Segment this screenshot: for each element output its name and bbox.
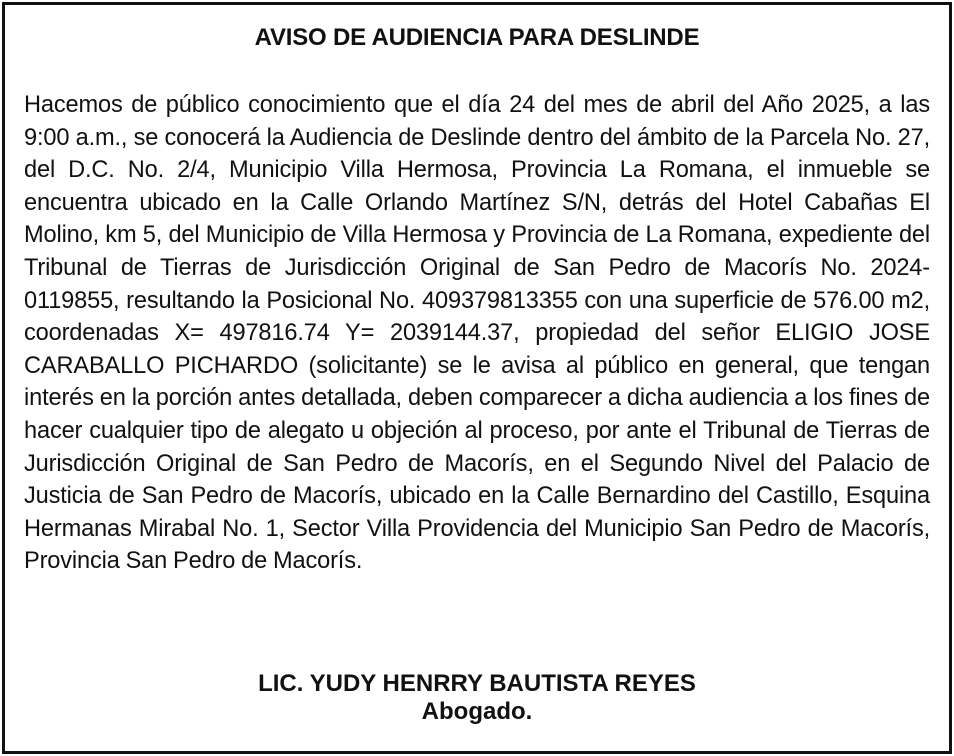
signature-block	[5, 670, 949, 726]
legal-notice	[2, 2, 952, 754]
notice-title: AVISO DE AUDIENCIA PARA DESLINDE	[254, 24, 700, 51]
signature-name: LIC. YUDY HENRRY BAUTISTA REYES	[258, 670, 696, 697]
notice-body: Hacemos de público conocimiento que el día 24 del mes de abril del Año 2025, a las 9:00 a.m., se conocerá la Audiencia de Deslinde dentro del ámbito de la Parcela No. 27, del D.C. No. 2/4, Municipio Villa Hermosa, Provincia La Romana, el inmueble se encuentra ubicado en la Calle Orlando Martínez S/N, detrás del Hotel Cabañas El Molino, km 5, del Municipio de Villa Hermosa y Provincia de La Romana, expediente del Tribunal de Tierras de Jurisdicción Original de San Pedro de Macorís No. 2024-0119855, resultando la Posicional No. 409379813355 con una superficie de 576.00 m2, coordenadas X= 497816.74 Y= 2039144.37, propiedad del señor ELIGIO JOSE CARABALLO PICHARDO (solicitante) se le avisa al público en general, que tengan interés en la porción antes detallada, deben comparecer a dicha audiencia a los fines de hacer cualquier tipo de alegato u objeción al proceso, por ante el Tribunal de Tierras de Jurisdicción Original de San Pedro de Macorís, en el Segundo Nivel del Palacio de Justicia de San Pedro de Macorís, ubicado en la Calle Bernardino del Castillo, Esquina Hermanas Mirabal No. 1, Sector Villa Providencia del Municipio San Pedro de Macorís, Provincia San Pedro de Macorís.	[24, 92, 930, 575]
signature-title: Abogado.	[421, 698, 533, 725]
